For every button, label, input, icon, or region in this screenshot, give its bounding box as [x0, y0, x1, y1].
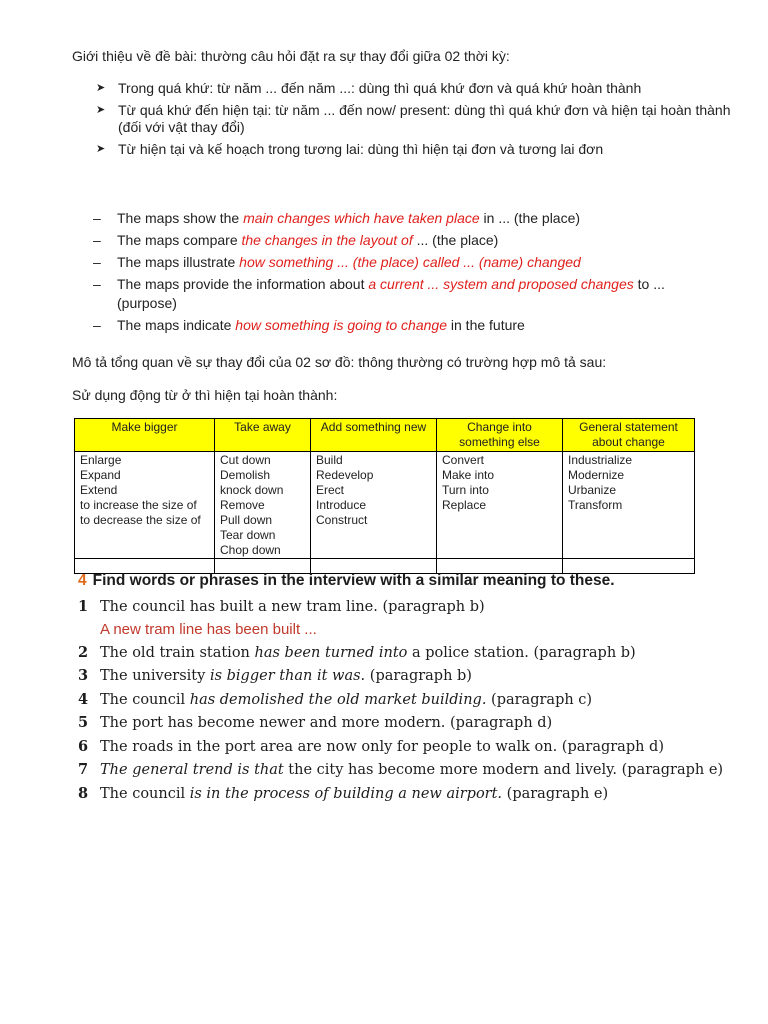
exercise-item-number: 3 [78, 667, 89, 684]
verb-entry: Transform [568, 498, 623, 512]
exercise-item [78, 642, 718, 666]
handwritten-answer: A new tram line has been built ... [100, 620, 317, 638]
verb-entry: to increase the size of [80, 498, 197, 512]
exercise-item-text: has been turned into [254, 644, 408, 661]
exercise-item [78, 689, 718, 713]
verbs-column [437, 452, 563, 559]
tense-item-text: Trong quá khứ: từ năm ... đến năm ...: dùng thì quá khứ đơn và quá khứ hoàn thành [118, 80, 642, 96]
tense-item-text: Từ quá khứ đến hiện tại: từ năm ... đến now/ present: dùng thì quá khứ đơn và hiện tại hoàn thành (đối với vật thay đổi) [118, 102, 731, 135]
verbs-column [75, 452, 215, 559]
verb-entry: Convert [442, 453, 485, 467]
exercise-item-text: is bigger than it was. [209, 668, 366, 684]
column-header: Make bigger [75, 419, 215, 452]
intro-phrase: – The maps compare the changes in the layout of ... (the place) [93, 232, 499, 248]
exercise-item-text: The university [100, 668, 210, 684]
verbs-column [215, 452, 311, 559]
exercise-item-number: 2 [78, 643, 89, 661]
verb-entry: Enlarge [80, 453, 122, 467]
exercise-title [78, 572, 718, 590]
verb-entry: Extend [80, 483, 118, 497]
tense-item [96, 102, 736, 136]
exercise-item-text: The general trend is that [100, 762, 284, 778]
exercise-item [78, 665, 718, 689]
exercise-item-text: (paragraph c) [486, 691, 593, 708]
exercise-item-text: The council [100, 785, 190, 802]
exercise-item-number: 8 [78, 784, 89, 802]
verb-entry: Replace [442, 498, 487, 512]
dash-bullet: – [93, 232, 101, 248]
verb-entry: knock down [220, 483, 284, 497]
exercise-item [78, 596, 718, 620]
exercise-item-text: (paragraph b) [365, 668, 472, 684]
verb-entry: Tear down [220, 528, 276, 542]
exercise-item-text: is in the process of building a new airport. [189, 785, 503, 802]
verb-entry: Urbanize [568, 483, 617, 497]
verb-entry: Build [316, 453, 343, 467]
exercise-item-number: 5 [78, 714, 89, 731]
verb-entry: Erect [316, 483, 345, 497]
exercise-item-text: The old train station [100, 644, 255, 661]
intro-phrases-list [93, 209, 703, 338]
verb-entry: Make into [442, 468, 495, 482]
tense-item [96, 141, 736, 158]
exercise-item-text: The port has become newer and more modern. (paragraph d) [100, 715, 553, 731]
exercise-item-number: 7 [78, 761, 89, 778]
verb-entry: Chop down [220, 543, 281, 557]
verbs-table [74, 418, 695, 574]
verbs-column [311, 452, 437, 559]
verb-entry: Redevelop [316, 468, 374, 482]
arrow-bullet-icon: ➤ [96, 82, 106, 94]
tense-list [96, 80, 736, 163]
verb-entry: Demolish [220, 468, 271, 482]
exercise-item [78, 759, 724, 783]
exercise-item-text: The council [100, 691, 190, 708]
exercise-items [78, 596, 724, 806]
exercise-item [78, 736, 718, 760]
verb-entry: to decrease the size of [80, 513, 201, 527]
verb-entry: Pull down [220, 513, 273, 527]
exercise-item-text: The council has built a new tram line. (paragraph b) [100, 599, 485, 615]
verbs-heading: Sử dụng động từ ở thì hiện tại hoàn thành: [72, 387, 338, 403]
exercise-item-number: 1 [78, 598, 89, 615]
exercise-number: 4 [78, 572, 87, 589]
intro-text: Giới thiệu về đề bài: thường câu hỏi đặt ra sự thay đổi giữa 02 thời kỳ: [72, 48, 510, 64]
exercise-item [78, 783, 718, 807]
exercise-item [78, 712, 718, 736]
intro-phrase: – The maps show the main changes which have taken place in ... (the place) [93, 210, 581, 226]
verb-entry: Turn into [442, 483, 489, 497]
column-header: Add something new [311, 419, 437, 452]
arrow-bullet-icon: ➤ [96, 143, 106, 155]
dash-bullet: – [93, 317, 101, 333]
verb-entry: Modernize [568, 468, 625, 482]
exercise-item-text: (paragraph e) [502, 785, 609, 802]
arrow-bullet-icon: ➤ [96, 104, 106, 116]
dash-bullet: – [93, 210, 101, 226]
exercise-instruction: Find words or phrases in the interview with a similar meaning to these. [92, 572, 615, 589]
column-header: General statement about change [563, 419, 695, 452]
exercise-item-text: The roads in the port area are now only for people to walk on. (paragraph d) [100, 738, 664, 755]
overview-text: Mô tả tổng quan về sự thay đổi của 02 sơ đồ: thông thường có trường hợp mô tả sau: [72, 354, 607, 370]
intro-phrase: – The maps indicate how something is going to change in the future [93, 317, 525, 333]
column-header: Take away [215, 419, 311, 452]
verb-entry: Construct [316, 513, 368, 527]
exercise-item-text: a police station. (paragraph b) [407, 644, 636, 661]
exercise-item-number: 4 [78, 690, 89, 708]
dash-bullet: – [93, 254, 101, 270]
verb-entry: Industrialize [568, 453, 633, 467]
exercise-item-number: 6 [78, 737, 89, 755]
intro-phrase: – The maps illustrate how something ... (the place) called ... (name) changed [93, 254, 581, 270]
tense-item-text: Từ hiện tại và kế hoạch trong tương lai: dùng thì hiện tại đơn và tương lai đơn [118, 141, 604, 157]
exercise-item-text: has demolished the old market building. [189, 691, 487, 708]
verb-entry: Expand [80, 468, 121, 482]
column-header: Change into something else [437, 419, 563, 452]
verb-entry: Cut down [220, 453, 271, 467]
tense-item [96, 80, 736, 97]
dash-bullet: – [93, 276, 101, 292]
verb-entry: Introduce [316, 498, 367, 512]
verb-entry: Remove [220, 498, 265, 512]
verbs-column [563, 452, 695, 559]
exercise-section [78, 572, 724, 806]
intro-phrase: – The maps provide the information about a current ... system and proposed changes to ... (purpose) [93, 276, 665, 311]
exercise-item-text: the city has become more modern and lively. (paragraph e) [283, 762, 724, 778]
